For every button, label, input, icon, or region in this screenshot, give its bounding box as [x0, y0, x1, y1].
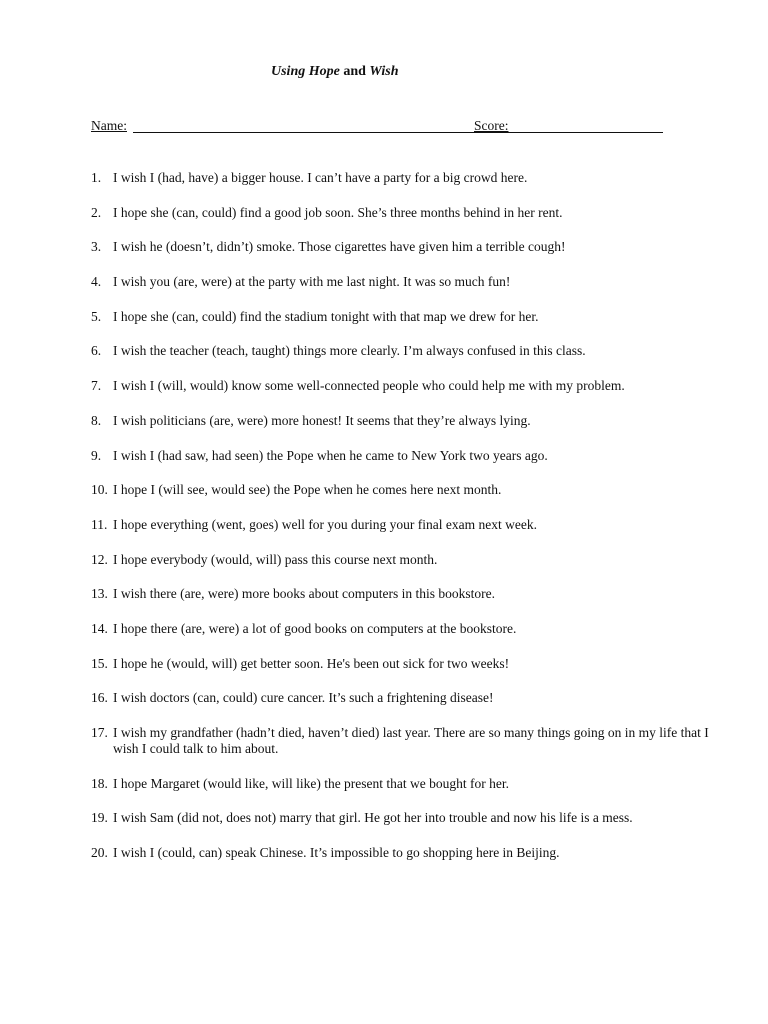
question-item	[91, 810, 731, 845]
question-number: 7.	[91, 378, 102, 394]
question-item	[91, 845, 731, 880]
question-text: I hope she (can, could) find a good job soon. She’s three months behind in her rent.	[113, 204, 563, 220]
question-list	[91, 170, 731, 880]
name-score-row	[91, 118, 671, 136]
question-text: I wish Sam (did not, does not) marry that girl. He got her into trouble and now his life is a mess.	[113, 810, 633, 826]
question-text: I hope there (are, were) a lot of good books on computers at the bookstore.	[113, 620, 517, 636]
question-item	[91, 690, 731, 725]
question-item	[91, 482, 731, 517]
question-text: I wish my grandfather (hadn’t died, haven’t died) last year. There are so many things going on in my life that I wish I could talk to him about.	[113, 725, 709, 756]
question-text: I wish he (doesn’t, didn’t) smoke. Those cigarettes have given him a terrible cough!	[113, 239, 566, 255]
question-item	[91, 586, 731, 621]
question-item	[91, 309, 731, 344]
question-item	[91, 170, 731, 205]
question-item	[91, 656, 731, 691]
score-field[interactable]	[517, 132, 663, 133]
question-item	[91, 274, 731, 309]
question-number: 17.	[91, 725, 108, 740]
question-text: I wish you (are, were) at the party with me last night. It was so much fun!	[113, 274, 511, 290]
question-text: I hope he (would, will) get better soon. He's been out sick for two weeks!	[113, 655, 510, 671]
question-text: I wish there (are, were) more books about computers in this bookstore.	[113, 586, 496, 602]
question-number: 3.	[91, 239, 102, 255]
name-label: Name:	[91, 118, 127, 133]
title-part-using: Using	[271, 64, 309, 79]
question-number: 9.	[91, 447, 102, 463]
question-text: I wish doctors (can, could) cure cancer. It’s such a frightening disease!	[113, 690, 494, 706]
question-item	[91, 776, 731, 811]
question-item	[91, 205, 731, 240]
question-number: 15.	[91, 655, 108, 671]
question-number: 4.	[91, 274, 102, 290]
question-item	[91, 413, 731, 448]
question-text: I wish I (will, would) know some well-connected people who could help me with my problem.	[113, 378, 625, 394]
question-number: 8.	[91, 412, 102, 428]
question-item	[91, 517, 731, 552]
question-number: 14.	[91, 620, 108, 636]
question-number: 2.	[91, 204, 102, 220]
question-number: 11.	[91, 516, 108, 532]
question-text: I hope everybody (would, will) pass this course next month.	[113, 551, 438, 567]
question-number: 18.	[91, 775, 108, 791]
question-number: 12.	[91, 551, 108, 567]
question-text: I hope she (can, could) find the stadium tonight with that map we drew for her.	[113, 308, 539, 324]
title-part-and: and	[339, 64, 370, 79]
question-number: 5.	[91, 308, 102, 324]
question-item	[91, 725, 731, 776]
question-text: I hope everything (went, goes) well for you during your final exam next week.	[113, 516, 537, 532]
question-item	[91, 343, 731, 378]
question-number: 19.	[91, 810, 108, 826]
question-item	[91, 378, 731, 413]
title-part-wish: Wish	[369, 64, 399, 79]
question-number: 13.	[91, 586, 108, 602]
question-item	[91, 239, 731, 274]
question-item	[91, 448, 731, 483]
question-number: 6.	[91, 343, 102, 359]
question-item	[91, 552, 731, 587]
question-text: I wish the teacher (teach, taught) things more clearly. I’m always confused in this class.	[113, 343, 586, 359]
question-number: 20.	[91, 845, 108, 861]
question-text: I hope I (will see, would see) the Pope when he comes here next month.	[113, 482, 502, 498]
question-text: I hope Margaret (would like, will like) the present that we bought for her.	[113, 775, 510, 791]
question-text: I wish I (had, have) a bigger house. I can’t have a party for a big crowd here.	[113, 170, 528, 185]
question-text: I wish I (could, can) speak Chinese. It’s impossible to go shopping here in Beijing.	[113, 845, 560, 861]
title-part-hope: Hope	[308, 64, 340, 79]
question-text: I wish I (had saw, had seen) the Pope when he came to New York two years ago.	[113, 447, 548, 463]
question-item	[91, 621, 731, 656]
score-label: Score:	[474, 118, 509, 133]
question-number: 10.	[91, 482, 108, 498]
page-title	[271, 64, 398, 80]
question-number: 16.	[91, 690, 108, 706]
question-number: 1.	[91, 170, 102, 185]
question-text: I wish politicians (are, were) more honest! It seems that they’re always lying.	[113, 412, 531, 428]
